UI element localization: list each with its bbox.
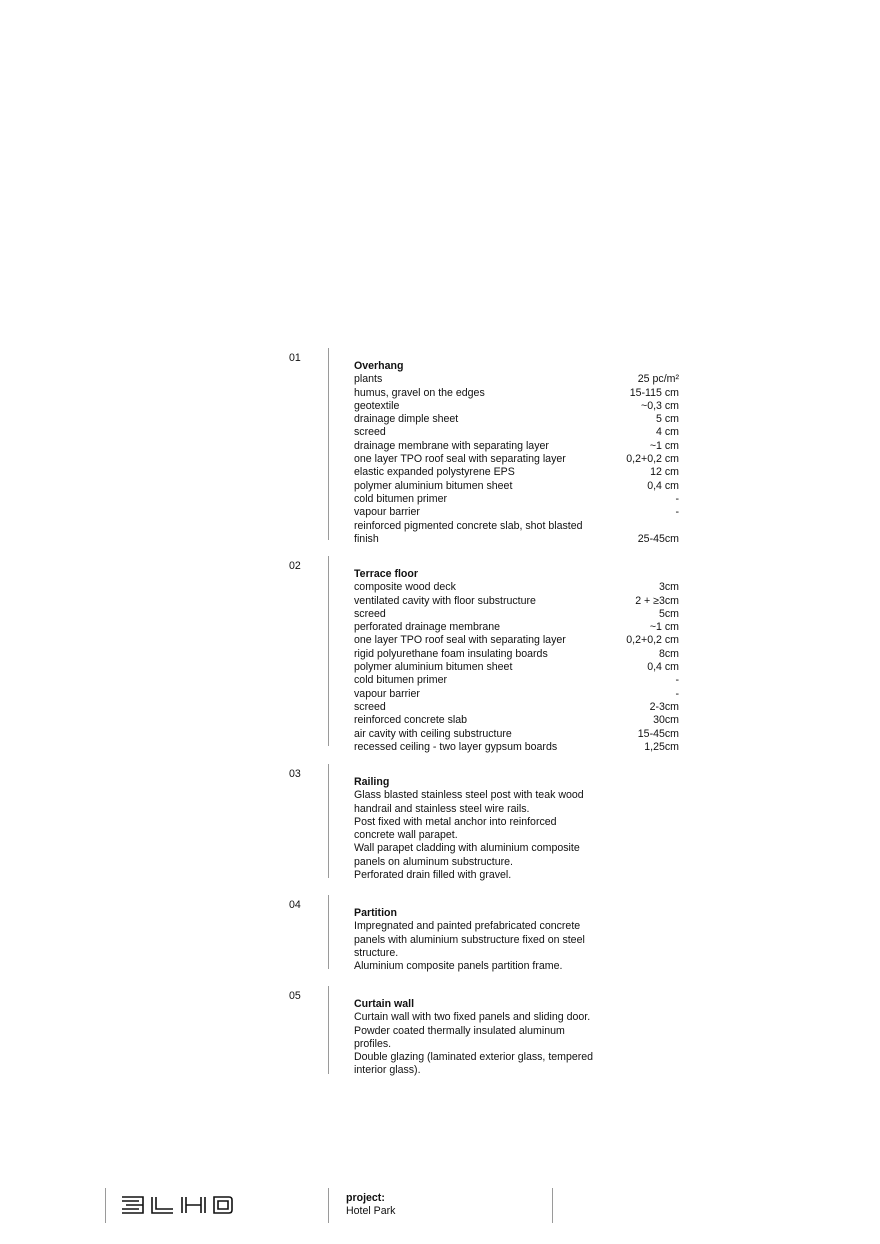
description-line: Impregnated and painted prefabricated concrete [354, 920, 581, 933]
layer-label: humus, gravel on the edges [354, 386, 485, 399]
layer-value: - [675, 506, 679, 519]
description-line: Aluminium composite panels partition frame. [354, 960, 563, 973]
layer-label: drainage membrane with separating layer [354, 439, 549, 452]
section-title: Partition [354, 907, 397, 919]
description-line: structure. [354, 946, 399, 959]
layer-row [354, 440, 679, 453]
section-number: 03 [289, 768, 301, 780]
layer-row [354, 480, 679, 493]
layer-value: ~1 cm [649, 439, 679, 452]
description-line: Curtain wall with two fixed panels and sliding door. [354, 1011, 591, 1024]
layer-row [354, 506, 679, 519]
layer-row [354, 426, 679, 439]
layer-label: recessed ceiling - two layer gypsum boards [354, 740, 558, 753]
layer-value: - [675, 687, 679, 700]
layer-row [354, 728, 679, 741]
layer-value: 2-3cm [649, 700, 679, 713]
section-number: 02 [289, 560, 301, 572]
layer-value: 0,4 cm [647, 479, 679, 492]
layer-label: polymer aluminium bitumen sheet [354, 479, 513, 492]
section-title: Railing [354, 776, 390, 788]
description-line: Wall parapet cladding with aluminium composite [354, 842, 580, 855]
layer-row [354, 714, 679, 727]
layer-row [354, 595, 679, 608]
layer-label: reinforced concrete slab [354, 714, 468, 727]
footer-divider [552, 1188, 553, 1223]
footer-divider [328, 1188, 329, 1223]
description-line: panels on aluminum substructure. [354, 855, 513, 868]
layer-value: 8cm [658, 647, 679, 660]
section-title: Curtain wall [354, 998, 415, 1010]
project-info [346, 1192, 395, 1219]
layer-row [354, 674, 679, 687]
layer-label: air cavity with ceiling substructure [354, 727, 512, 740]
layer-label: vapour barrier [354, 687, 420, 700]
layer-label: cold bitumen primer [354, 674, 448, 687]
layer-row [354, 661, 679, 674]
section-divider [328, 895, 329, 969]
description-line: Powder coated thermally insulated aluminum [354, 1024, 565, 1037]
description-line: Glass blasted stainless steel post with teak wood [354, 789, 584, 802]
layer-label: one layer TPO roof seal with separating layer [354, 634, 566, 647]
section-number: 04 [289, 899, 301, 911]
layer-value: 0,2+0,2 cm [626, 453, 679, 466]
section-title: Overhang [354, 360, 404, 372]
section-content [354, 907, 616, 973]
layer-value: - [675, 674, 679, 687]
layer-row [354, 373, 679, 386]
layer-label: geotextile [354, 399, 400, 412]
layer-label: ventilated cavity with floor substructure [354, 594, 536, 607]
layer-row [354, 741, 679, 754]
section-content [354, 360, 679, 546]
layer-value: 3cm [658, 581, 679, 594]
layer-label: screed [354, 700, 386, 713]
project-label: project: [346, 1192, 385, 1204]
layer-row [354, 608, 679, 621]
section-content [354, 776, 616, 882]
layer-label: rigid polyurethane foam insulating boards [354, 647, 548, 660]
layer-value: 15-115 cm [629, 386, 679, 399]
description-line: concrete wall parapet. [354, 829, 458, 842]
layer-label: composite wood deck [354, 581, 456, 594]
layer-row [354, 688, 679, 701]
section-content [354, 998, 629, 1078]
layer-label: one layer TPO roof seal with separating layer [354, 453, 566, 466]
layer-label: screed [354, 607, 386, 620]
layer-row [354, 520, 679, 547]
layer-label: screed [354, 426, 386, 439]
layer-value: ~0,3 cm [641, 399, 679, 412]
layer-row [354, 621, 679, 634]
section-divider [328, 348, 329, 540]
layer-value: 1,25cm [644, 740, 679, 753]
layer-label: cold bitumen primer [354, 492, 448, 505]
description-line: profiles. [354, 1037, 392, 1050]
company-logo [105, 1188, 240, 1223]
layer-value: 12 cm [650, 466, 679, 479]
layer-value: 0,4 cm [647, 661, 679, 674]
layer-label: vapour barrier [354, 506, 420, 519]
section-number: 01 [289, 352, 301, 364]
description-line: interior glass). [354, 1064, 421, 1077]
layer-value: ~1 cm [649, 621, 679, 634]
layer-label: reinforced pigmented concrete slab, shot blasted finish [354, 519, 583, 545]
layer-row [354, 648, 679, 661]
layer-label: perforated drainage membrane [354, 621, 501, 634]
layer-row [354, 466, 679, 479]
project-name: Hotel Park [346, 1205, 396, 1218]
layer-value: 4 cm [656, 426, 679, 439]
section-divider [328, 556, 329, 746]
layer-value: 2 + ≥3cm [635, 594, 679, 607]
footer-divider [105, 1188, 106, 1223]
layer-label: polymer aluminium bitumen sheet [354, 661, 513, 674]
layer-label: elastic expanded polystyrene EPS [354, 466, 515, 479]
section-divider [328, 764, 329, 878]
layer-value: - [675, 492, 679, 505]
layer-value: 30cm [653, 714, 679, 727]
description-line: Double glazing (laminated exterior glass, tempered [354, 1051, 594, 1064]
layer-row [354, 413, 679, 426]
section-title: Terrace floor [354, 568, 418, 580]
layer-value: 0,2+0,2 cm [626, 634, 679, 647]
section-divider [328, 986, 329, 1074]
layer-row [354, 387, 679, 400]
layer-row [354, 400, 679, 413]
description-line: Post fixed with metal anchor into reinforced [354, 815, 557, 828]
layer-value: 15-45cm [637, 727, 679, 740]
layer-row [354, 701, 679, 714]
layer-label: plants [354, 373, 383, 386]
layer-value: 25 pc/m² [637, 373, 679, 386]
section-content [354, 568, 679, 754]
layer-label: drainage dimple sheet [354, 413, 459, 426]
section-number: 05 [289, 990, 301, 1002]
description-line: handrail and stainless steel wire rails. [354, 802, 530, 815]
description-line: panels with aluminium substructure fixed on steel [354, 933, 585, 946]
layer-row [354, 493, 679, 506]
layer-value: 5 cm [656, 413, 679, 426]
layer-row [354, 453, 679, 466]
layer-row [354, 634, 679, 647]
description-line: Perforated drain filled with gravel. [354, 869, 512, 882]
3lhd-logo-icon [121, 1195, 233, 1215]
layer-value: 25-45cm [637, 532, 679, 545]
layer-row [354, 581, 679, 594]
layer-value: 5cm [658, 607, 679, 620]
